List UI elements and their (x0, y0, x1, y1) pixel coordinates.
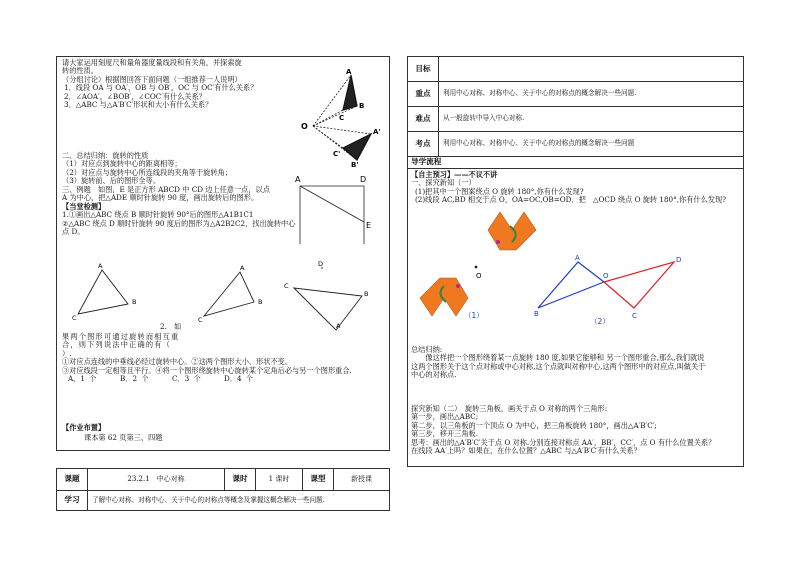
step: 第二步，以三角板的一个顶点 O 为中心，把三角板旋转 180°，画出△A′B′C′; (411, 420, 657, 430)
homework-text: 课本第 62 页第三、四题 (84, 433, 163, 442)
triangle-abc-prime (343, 134, 371, 160)
explore-one (411, 171, 726, 205)
tri1-label-a: A (98, 262, 103, 270)
question-2: 2．∠AOA′，∠BOB′，∠COC′有什么关系？ (64, 91, 206, 101)
tri3-label-c: C (284, 282, 289, 290)
flag-upper (488, 212, 536, 250)
homework-title: 【作业布置】 (62, 423, 106, 432)
difficulty-label: 难点 (408, 107, 439, 132)
explore1-q1: (1)把其中一个图案绕点 O 旋转 180°,你有什么发现? (415, 186, 584, 196)
test-triangle-2 (196, 266, 266, 326)
summary-section (62, 152, 295, 237)
tri3-label-b: B (364, 290, 369, 298)
square-figure (292, 172, 392, 252)
rotation-figure (295, 68, 385, 168)
goal-value (439, 57, 744, 82)
choice-b: B．2 个 (120, 374, 149, 384)
test-triangle-3 (282, 262, 372, 332)
hours-value: 1 课时 (256, 469, 303, 491)
flag-label-o: O (476, 272, 482, 280)
question-3: 3．△ABC 与△A′B′C′形状和大小有什么关系？ (64, 100, 213, 110)
triangle-oab (538, 262, 604, 308)
tri2-label-b: B (258, 298, 263, 306)
fig1-label-b-prime: B' (351, 161, 359, 169)
key-point-value: 利用中心对称、对称中心、关于中心的对称点的概念解决一些问题. (439, 82, 744, 107)
tri1-label-c: C (72, 314, 77, 322)
think-line: 在线段 AA′上吗？如果在，在什么位置？△ABC 与△A′B′C′有什么关系？ (411, 446, 641, 456)
difficulty-value: 从一般旋转中导入中心对称. (439, 107, 744, 132)
choice-c: C．3 个 (172, 374, 201, 384)
choice-a: A．1 个 (68, 374, 97, 384)
type-value: 新授课 (334, 469, 390, 491)
tri3-label-d: D (318, 260, 324, 268)
flag-lower (420, 278, 468, 316)
topic-value: 23.2.1 中心对称 (88, 469, 225, 491)
step: 第三步，移开三角板. (411, 429, 478, 439)
q2-option: ①对应点连线的中垂线必经过旋转中心。②这两个图形大小、形状不变。 (62, 357, 293, 367)
fig2-label-b: B (534, 310, 539, 318)
fig1-label-c: C (339, 114, 345, 122)
study-value: 了解中心对称、对称中心、关于中心的对称点等概念及掌握这概念解决一些问题. (88, 491, 390, 511)
fig1-label-b: B (359, 102, 365, 110)
question-2-block (62, 333, 352, 384)
step: 第一步，画出△ABC; (411, 412, 479, 422)
tri2-label-a: A (240, 264, 245, 272)
q2-number: 2. 如 (160, 322, 182, 331)
segment-figure (534, 256, 714, 336)
explore1-q2: (2)线段 AC,BD 相交于点 O，OA=OC,OB=OD．把 △OCD 绕点 O 旋转 180°,你有什么发现? (415, 195, 726, 205)
discussion-text: （分组讨论）根据图回答下面问题（一组推荐一人说明） (62, 74, 242, 84)
q2-option: ③对应线段一定相等且平行。④将一个图形绕旋转中心旋转某个定角后必与另一个图形重合. (62, 365, 352, 375)
square-label-e: E (366, 221, 372, 230)
fig2-label-a: A (575, 254, 580, 262)
summary-right (411, 346, 705, 380)
q2-text: 果两个图形可通过旋转而相互重 (62, 332, 180, 341)
intro-line: 请大家运用刻度尺和量角器度量线段和有关角，并探索旋 (62, 58, 242, 67)
summary-right-title: 总结归纳: (411, 345, 443, 354)
study-label: 学习 (57, 491, 88, 511)
test-title: 【当堂检测】 (62, 201, 106, 211)
fig1-label-o: O (301, 122, 308, 131)
q2-choices (62, 375, 352, 383)
test-item: ②△ABC 绕点 D 顺时针旋转 90 度后的图形为△A2B2C2，找出旋转中心 (62, 218, 296, 228)
explore-two (411, 405, 715, 456)
triangle-abc (343, 75, 357, 110)
fig1-label-a: A (346, 68, 352, 76)
hours-label: 课时 (225, 469, 256, 491)
key-point-label: 重点 (408, 82, 439, 107)
flag-caption: （1） (464, 311, 484, 320)
fig2-caption: （2） (590, 317, 610, 326)
summary-line: （3）旋转前、后的图形全等。 (62, 176, 161, 186)
q2-text: ）. (62, 348, 72, 358)
tri1-label-b: B (132, 298, 137, 306)
test-triangle-1 (70, 262, 140, 322)
triangle-ocd (604, 262, 674, 308)
fig1-label-c-prime: C' (333, 150, 341, 158)
question-1: 1．线段 OA 与 OA′，OB 与 OB′，OC 与 OC′有什么关系？ (64, 83, 258, 93)
test-item: 1.①画出△ABC 绕点 B 顺时针旋转 90°后的图形△A1B1C1 (62, 210, 254, 220)
exam-point-label: 考点 (408, 132, 439, 157)
goal-label: 目标 (408, 57, 439, 82)
type-label: 课型 (303, 469, 334, 491)
summary-right-line: 这两个图形关于这个点对称或中心对称,这个点就叫对称中心,这两个图形中的对应点,叫做关于 (411, 361, 706, 371)
tri2-label-c: C (198, 316, 203, 324)
test-item: 点 D。 (62, 227, 85, 237)
tri3-label-a: A (336, 322, 341, 330)
preview-title: 【自主预习】——不议不讲 (411, 170, 498, 179)
summary-right-line: 中心的对称点. (411, 370, 457, 380)
think-line: 思考：画出的△A′B′C′关于点 O 对称.分别连接对称点 AA′，BB′，CC′，点 O 有什么位置关系？ (411, 437, 716, 447)
summary-line: （1）对应点到旋转中心的距离相等； (62, 159, 182, 169)
flow-title: 导学流程 (411, 157, 442, 166)
explore2-title: 探究新知（二） 旋转三角板，画关于点 O 对称的两个三角形: (411, 404, 608, 413)
fig1-label-a-prime: A' (373, 128, 381, 136)
exam-point-value: 利用中心对称、对称中心、关于中心的对称点的概念解决一些问题 (439, 132, 744, 157)
fig2-label-o: O (603, 272, 609, 280)
summary-line: 二、总结归纳：旋转的性质 (62, 151, 149, 160)
summary-right-line: 像这样把一个图形绕着某一点旋转 180 度,如果它能够和 另一个图形重合,那么,我们就说 (411, 353, 705, 363)
square-label-a: A (295, 175, 301, 184)
intro-line: 转的性质。 (62, 66, 98, 76)
summary-line: （2）对应点与旋转中心所连线段的夹角等于旋转角； (62, 167, 232, 177)
left-intro (62, 59, 257, 110)
choice-d: D．4 个 (224, 374, 253, 384)
fig2-label-c: C (632, 312, 637, 320)
explore1-title: 一、探究新知（一） (411, 178, 476, 188)
course-info-table (56, 468, 390, 511)
example-line: A 为中心，把△ADE 顺时针旋转 90 度，画出旋转后的图形。 (62, 193, 259, 203)
q2-text: 合，则下列说法中正确的有（ (62, 340, 172, 350)
fig2-label-d: D (676, 256, 682, 264)
objectives-table (407, 56, 744, 157)
flag-figure (416, 208, 536, 328)
flow-divider (407, 168, 744, 169)
example-line: 三、例题 如图，E 是正方形 ABCD 中 CD 边上任意一点，以点 (62, 184, 270, 194)
topic-label: 课题 (57, 469, 88, 491)
square-label-d: D (360, 175, 367, 184)
